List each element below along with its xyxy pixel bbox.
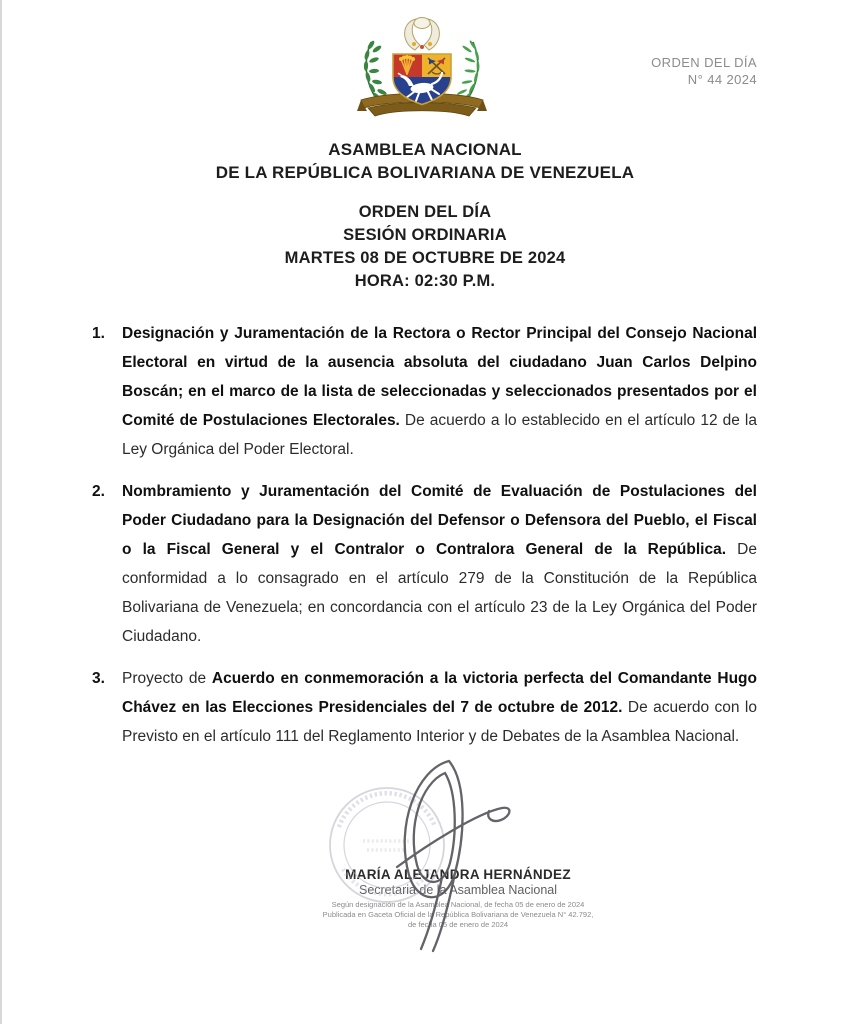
item-text-regular: De acuerdo a lo establecido en el artículo 12 de la Ley Orgánica del Poder Electoral. xyxy=(122,412,757,458)
fine-print-line-2: Publicada en Gaceta Oficial de la República Bolivariana de Venezuela N° 42.792, xyxy=(322,910,594,919)
session-line-4: HORA: 02:30 P.M. xyxy=(354,272,496,290)
session-heading xyxy=(2,201,846,293)
venezuela-coat-of-arms-icon xyxy=(356,14,488,132)
org-line-1: ASAMBLEA NACIONAL xyxy=(328,140,522,159)
agenda-item-1 xyxy=(92,319,757,464)
agenda-list xyxy=(92,319,757,764)
session-line-2: SESIÓN ORDINARIA xyxy=(343,226,507,244)
signature-block xyxy=(308,866,608,930)
org-line-2: DE LA REPÚBLICA BOLIVARIANA DE VENEZUELA xyxy=(215,163,635,182)
item-text-regular: De acuerdo con lo Previsto en el artículo 111 del Reglamento Interior y de Debates de la Asamblea Nacional. xyxy=(122,699,757,745)
item-text-regular: Proyecto de xyxy=(122,670,212,687)
item-text-bold: Nombramiento y Juramentación del Comité de Evaluación de Postulaciones del Poder Ciudadano para la Designación del Defensor o Defensora del Pueblo, el Fiscal o la Fiscal General y el Contralor o Contralora General de la República. xyxy=(122,483,757,558)
signatory-name: MARÍA ALEJANDRA HERNÁNDEZ xyxy=(345,867,571,882)
signature-fine-print xyxy=(308,900,608,930)
order-number: N° 44 2024 xyxy=(687,72,757,87)
session-line-3: MARTES 08 DE OCTUBRE DE 2024 xyxy=(284,249,566,267)
fine-print-line-3: de fecha 05 de enero de 2024 xyxy=(407,920,509,929)
item-text xyxy=(122,477,757,651)
signature-overlay xyxy=(297,755,617,965)
order-label: ORDEN DEL DÍA xyxy=(651,55,757,70)
item-number: 2. xyxy=(92,483,105,500)
item-number: 3. xyxy=(92,670,105,687)
item-text xyxy=(122,664,757,751)
laurel-branch-icon xyxy=(364,40,388,104)
session-line-1: ORDEN DEL DÍA xyxy=(358,203,492,221)
item-text-bold: Designación y Juramentación de la Rectora o Rector Principal del Consejo Nacional Electoral en virtud de la ausencia absoluta del ciudadano Juan Carlos Delpino Boscán; en el marco de la lista de seleccionadas y seleccionados presentados por el Comité de Postulaciones Electorales. xyxy=(122,325,757,429)
item-text-bold: Acuerdo en conmemoración a la victoria perfecta del Comandante Hugo Chávez en las Elecciones Presidenciales del 7 de octubre de 2012. xyxy=(122,670,757,716)
fine-print-line-1: Según designación de la Asamblea Nacional, de fecha 05 de enero de 2024 xyxy=(331,900,585,909)
signatory-role: Secretaria de la Asamblea Nacional xyxy=(358,883,558,897)
order-number-block xyxy=(651,54,757,88)
agenda-item-2 xyxy=(92,477,757,651)
organization-title xyxy=(2,138,846,184)
cornucopia-icon xyxy=(405,18,440,51)
item-text-regular: De conformidad a lo consagrado en el artículo 279 de la Constitución de la República Bolivariana de Venezuela; en concordancia con el artículo 23 de la Ley Orgánica del Poder Ciudadano. xyxy=(122,541,757,645)
item-number: 1. xyxy=(92,325,105,342)
agenda-item-3 xyxy=(92,664,757,751)
item-text xyxy=(122,319,757,464)
palm-branch-icon xyxy=(456,40,479,104)
